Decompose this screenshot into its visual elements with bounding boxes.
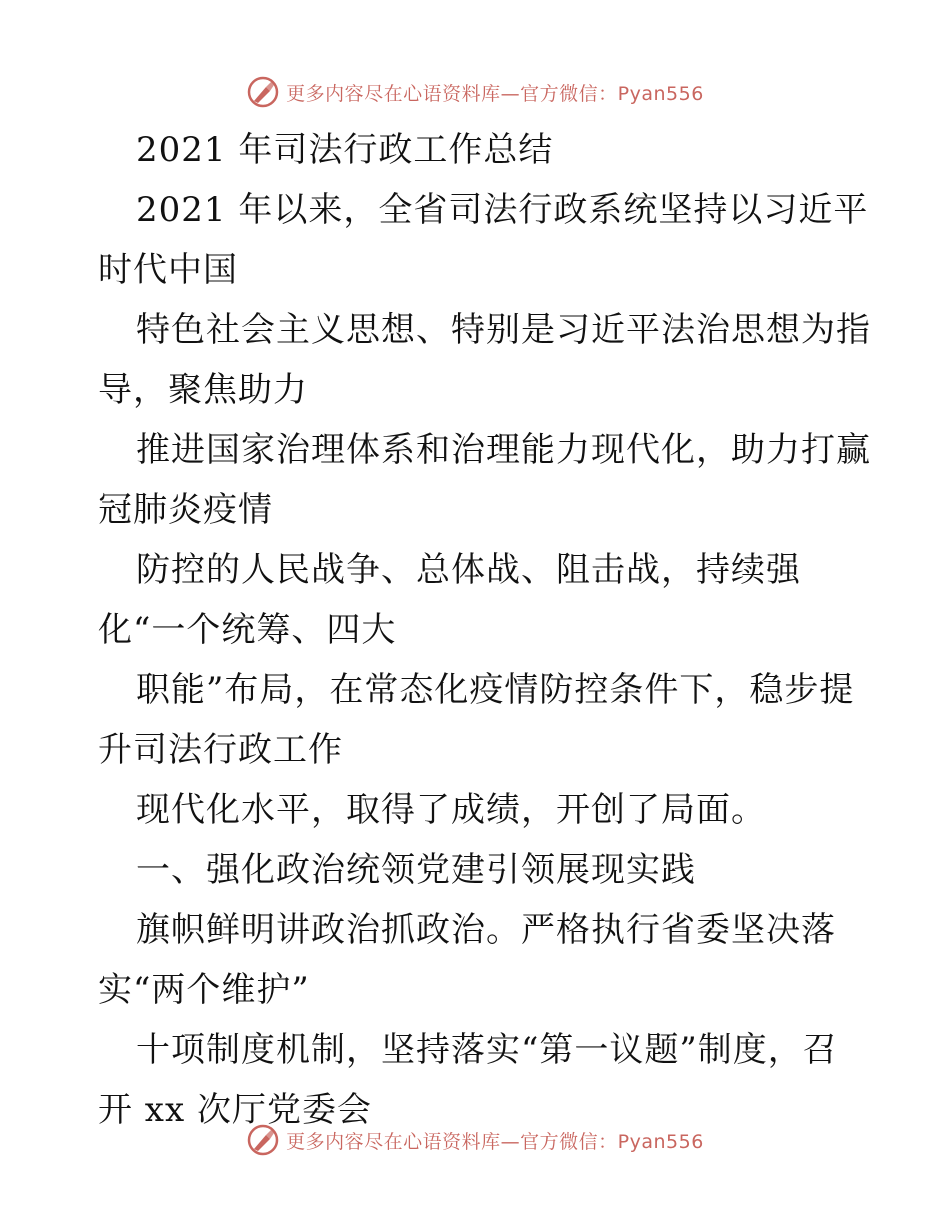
paragraph-line: 时代中国 — [98, 250, 238, 290]
pen-logo-icon — [246, 1123, 280, 1157]
watermark-text: 更多内容尽在心语资料库—官方微信：Pyan556 — [286, 82, 704, 105]
paragraph-line: 职能”布局，在常态化疫情防控条件下，稳步提 — [136, 670, 855, 710]
paragraph-line: 实“两个维护” — [98, 970, 310, 1010]
paragraph-line: 防控的人民战争、总体战、阻击战，持续强 — [136, 550, 801, 590]
paragraph-line: 特色社会主义思想、特别是习近平法治思想为指 — [136, 310, 871, 350]
paragraph-line: 导，聚焦助力 — [98, 370, 308, 410]
paragraph-line: 十项制度机制，坚持落实“第一议题”制度，召 — [136, 1030, 838, 1070]
paragraph-line: 现代化水平，取得了成绩，开创了局面。 — [136, 790, 766, 830]
watermark-footer — [0, 1120, 950, 1160]
paragraph-line: 化“一个统筹、四大 — [98, 610, 397, 650]
paragraph-line: 2021 年以来，全省司法行政系统坚持以习近平 — [136, 190, 869, 230]
watermark-text: 更多内容尽在心语资料库—官方微信：Pyan556 — [286, 1130, 704, 1153]
pen-logo-icon — [246, 75, 280, 109]
section-heading: 一、强化政治统领党建引领展现实践 — [136, 850, 696, 890]
paragraph-line: 旗帜鲜明讲政治抓政治。严格执行省委坚决落 — [136, 910, 836, 950]
document-body — [98, 120, 871, 1140]
paragraph-line: 开 xx 次厅党委会 — [98, 1090, 372, 1130]
paragraph-line: 升司法行政工作 — [98, 730, 343, 770]
paragraph-line: 推进国家治理体系和治理能力现代化，助力打赢 — [136, 430, 871, 470]
paragraph-line: 冠肺炎疫情 — [98, 490, 273, 530]
document-title: 2021 年司法行政工作总结 — [136, 130, 554, 170]
watermark-header — [0, 72, 950, 112]
